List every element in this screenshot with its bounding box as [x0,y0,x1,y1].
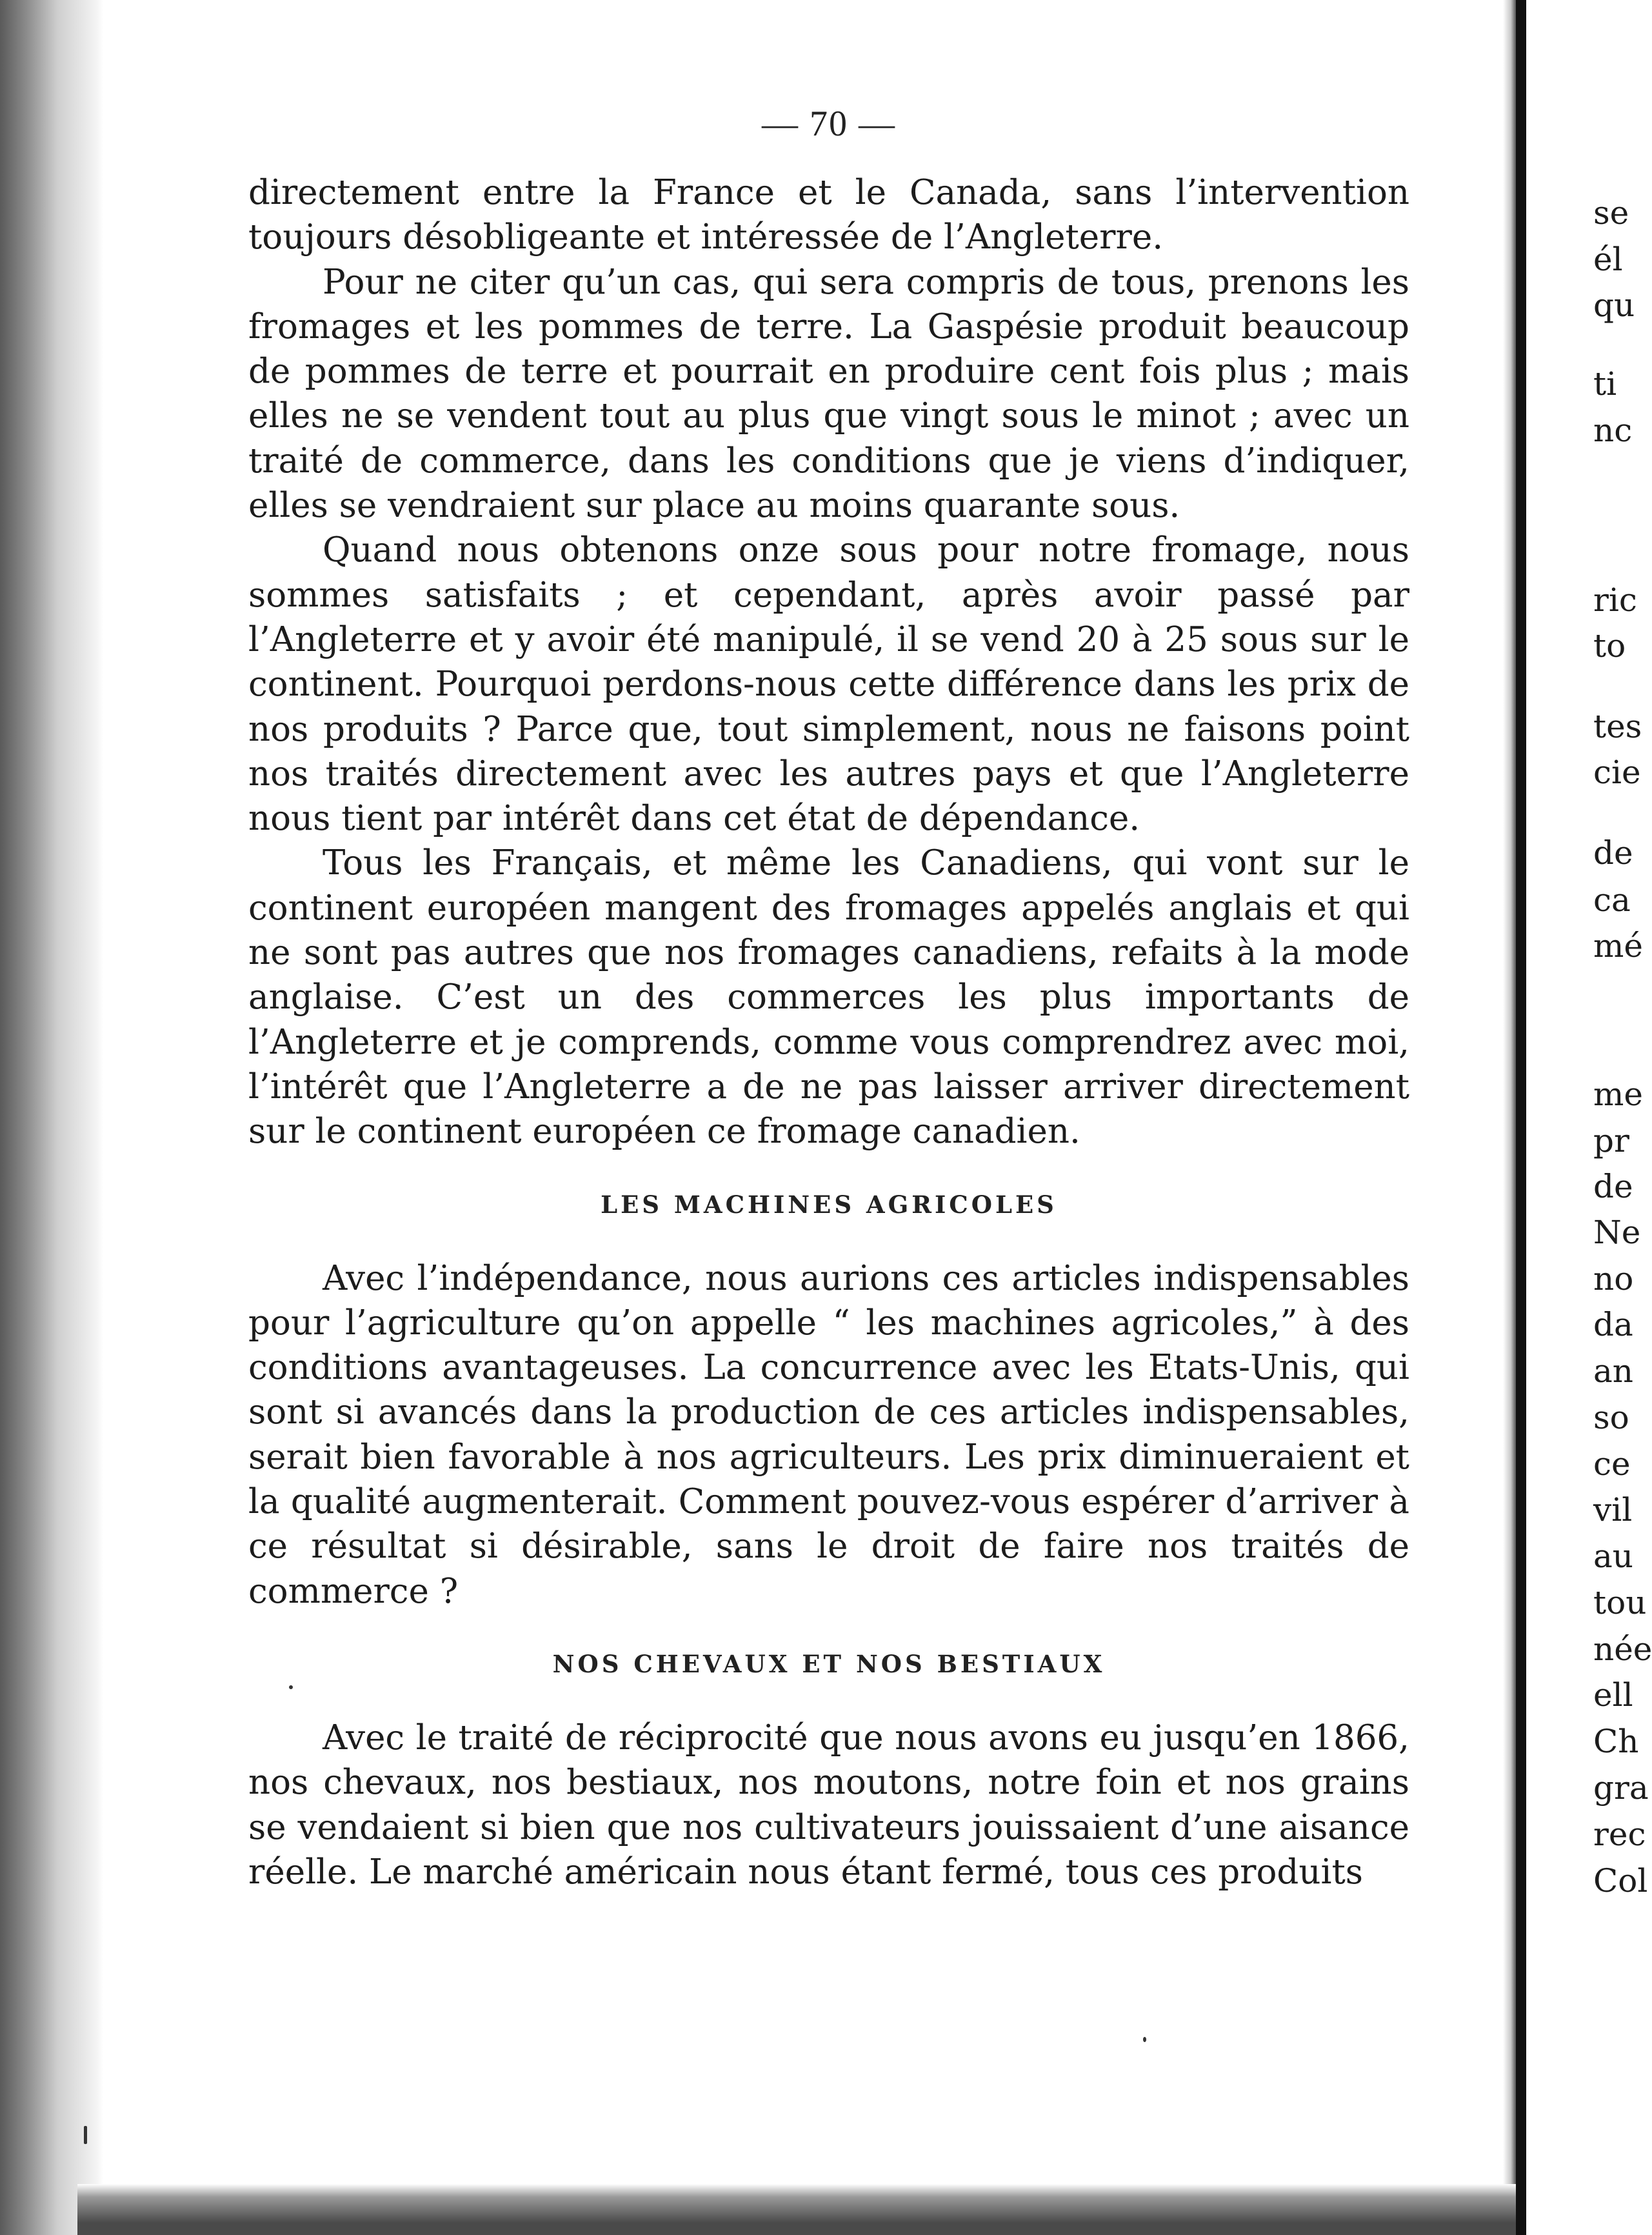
book-gutter-shadow [0,0,103,2235]
right-page-fragment: ric [1593,581,1637,619]
left-page [248,103,1409,1894]
section-heading: NOS CHEVAUX ET NOS BESTIAUX [552,1649,1106,1678]
right-page-fragment: me [1593,1076,1644,1113]
right-page-fragment: nc [1593,412,1633,449]
right-page-fragment: tes [1593,708,1642,745]
right-page-fragment: pr [1593,1122,1629,1159]
right-page-fragment: de [1593,1168,1633,1205]
paragraph: Tous les Français, et même les Canadiens, qui vont sur le continent européen mangent des fromages appelés anglais et qui ne sont pas autres que nos fromages canadiens, refaits à la mode anglaise. C’est un des commerces les plus importants de l’Angleterre et je comprends, comme vous comprendrez avec moi, l’intérêt que l’Angleterre a de ne pas laisser arriver directement sur le continent européen ce fromage canadien. [248,843,1409,1152]
book-spine [1516,0,1526,2235]
right-page-edge [1526,0,1652,2235]
page-number: — 70 — [762,104,896,144]
right-page-fragment: to [1593,627,1626,665]
right-page-fragment: ce [1593,1445,1631,1483]
paragraph: Quand nous obtenons onze sous pour notre fromage, nous sommes satisfaits ; et cependant, après avoir passé par l’Angleterre et y avoir été manipulé, il se vend 20 à 25 sous sur le continent. Pourquoi perdons-nous cette différence dans les prix de nos produits ? Parce que, tout simplement, nous ne faisons point nos traités directement avec les autres pays et que l’Angleterre nous tient par intérêt dans cet état de dépendance. [248,530,1409,839]
paragraph: Avec le traité de réciprocité que nous avons eu jusqu’en 1866, nos chevaux, nos bestiaux, nos moutons, notre foin et nos grains se vendaient si bien que nos cultivateurs jouissaient d’une aisance réelle. Le marché américain nous étant fermé, tous ces produits [248,1718,1409,1892]
right-page-fragment: vil [1593,1491,1633,1528]
right-page-fragment: él [1593,241,1623,278]
right-page-fragment: ti [1593,365,1617,403]
right-page-fragment: au [1593,1538,1634,1575]
right-page-fragment: da [1593,1306,1633,1343]
scan-speck [289,1685,293,1689]
right-page-fragment: née [1593,1630,1652,1668]
right-page-fragment: ell [1593,1676,1633,1714]
right-page-fragment: cie [1593,754,1641,791]
right-page-fragment: Ne [1593,1214,1641,1251]
paragraph: Avec l’indépendance, nous aurions ces articles indispensables pour l’agriculture qu’on appelle “ les machines agricoles,” à des conditions avantageuses. La concurrence avec les Etats-Unis, qui sont si avancés dans la production de ces articles indispensables, serait bien favorable à nos agriculteurs. Les prix diminueraient et la qualité augmenterait. Comment pouvez-vous espérer d’arriver à ce résultat si désirable, sans le droit de faire nos traités de commerce ? [248,1258,1409,1611]
right-page-fragment: an [1593,1352,1634,1390]
right-page-fragment: gra [1593,1769,1649,1807]
right-page-fragment: se [1593,194,1629,232]
right-page-fragment: tou [1593,1584,1647,1621]
right-page-fragment: so [1593,1399,1629,1436]
right-page-fragment: mé [1593,927,1644,965]
page-bottom-edge [77,2184,1516,2235]
right-page-fragment: de [1593,834,1633,872]
page-body [248,170,1409,1894]
right-page-fragment: ca [1593,881,1631,919]
section-heading: LES MACHINES AGRICOLES [601,1190,1057,1219]
right-page-fragment: no [1593,1260,1634,1298]
right-page-fragment: Col [1593,1862,1648,1899]
scan-speck [1143,2037,1146,2042]
right-page-fragment: Ch [1593,1723,1639,1760]
scan-speck [84,2126,87,2144]
paragraph: directement entre la France et le Canada, sans l’intervention toujours désobligeante et intéressée de l’Angleterre. [248,173,1409,257]
paragraph: Pour ne citer qu’un cas, qui sera compris de tous, prenons les fromages et les pommes de terre. La Gaspésie produit beaucoup de pommes de terre et pourrait en produire cent fois plus ; mais elles ne se vendent tout au plus que vingt sous le minot ; avec un traité de commerce, dans les conditions que je viens d’indiquer, elles se vendraient sur place au moins quarante sous. [248,262,1409,526]
right-page-fragment: rec [1593,1816,1646,1853]
right-page-fragment: qu [1593,286,1635,324]
